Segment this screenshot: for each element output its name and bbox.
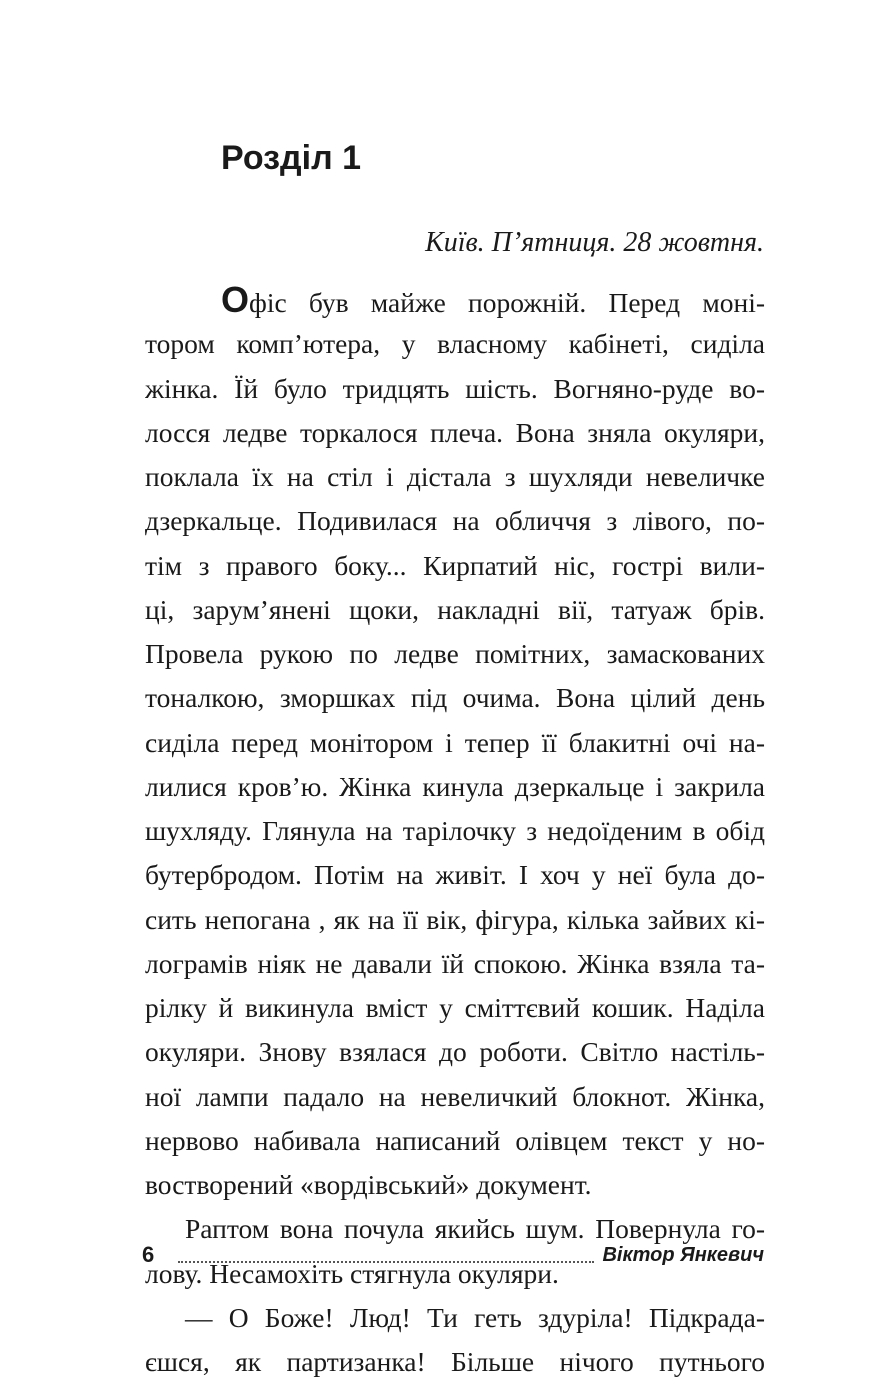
text-line: лову. Несамохіть стягнула окуляри.	[145, 1257, 559, 1289]
text-line: лосся ледве торкалося плеча. Вона зняла окуляри,	[145, 416, 765, 448]
text-line-content: фіс був майже порожній. Перед моні-	[249, 287, 765, 318]
text-line: бутербродом. Потім на живіт. І хоч у неї була до-	[145, 859, 765, 891]
body-text	[145, 278, 765, 1384]
drop-cap: О	[221, 279, 250, 320]
page-number: 6	[142, 1242, 155, 1267]
dotted-leader	[178, 1261, 594, 1263]
text-line: Раптом вона почула якийсь шум. Повернула го-	[185, 1213, 765, 1245]
text-line: дзеркальце. Подивилася на обличчя з лівого, по-	[145, 505, 765, 537]
text-line: окуляри. Знову взялася до роботи. Світло настіль-	[145, 1036, 765, 1068]
text-line: поклала їх на стіл і дістала з шухляди невеличке	[145, 461, 765, 492]
text-line: тором комп’ютера, у власному кабінеті, сиділа	[145, 328, 765, 360]
text-line: лограмів ніяк не давали їй спокою. Жінка взяла та-	[145, 947, 765, 979]
text-line: ці, зарум’янені щоки, накладні вії, татуаж брів.	[145, 593, 765, 625]
running-footer-author: Віктор Янкевич	[602, 1244, 764, 1266]
text-line: жінка. Їй було тридцять шість. Вогняно-руде во-	[145, 372, 765, 404]
text-line: рілку й викинула вміст у сміттєвий кошик. Наділа	[145, 992, 765, 1023]
text-line: ної лампи падало на невеличкий блокнот. Жінка,	[145, 1080, 765, 1112]
dateline: Київ. П’ятниця. 28 жовтня.	[425, 227, 764, 258]
text-line: сиділа перед монітором і тепер її блакитні очі на-	[145, 726, 765, 758]
text-line: шухляду. Глянула на тарілочку з недоїденим в обід	[145, 815, 765, 846]
text-line: нервово набивала написаний олівцем текст у но-	[145, 1124, 765, 1156]
text-line: тім з правого боку... Кирпатий ніс, гострі вили-	[145, 549, 765, 581]
text-line: єшся, як партизанка! Більше нічого путнього	[145, 1346, 765, 1377]
text-line	[145, 278, 765, 322]
text-line: сить непогана , як на її вік, фігура, кілька зайвих кі-	[145, 903, 765, 935]
page-footer	[142, 1240, 764, 1270]
text-line: Провела рукою по ледве помітних, замаскованих	[145, 638, 765, 669]
text-line: востворений «вордівський» документ.	[145, 1169, 592, 1200]
chapter-title: Розділ 1	[221, 139, 362, 177]
text-line: лилися кров’ю. Жінка кинула дзеркальце і закрила	[145, 770, 765, 802]
text-line: тоналкою, зморшках під очима. Вона цілий день	[145, 682, 765, 714]
text-line: — О Боже! Люд! Ти геть здуріла! Підкрада-	[185, 1301, 765, 1333]
